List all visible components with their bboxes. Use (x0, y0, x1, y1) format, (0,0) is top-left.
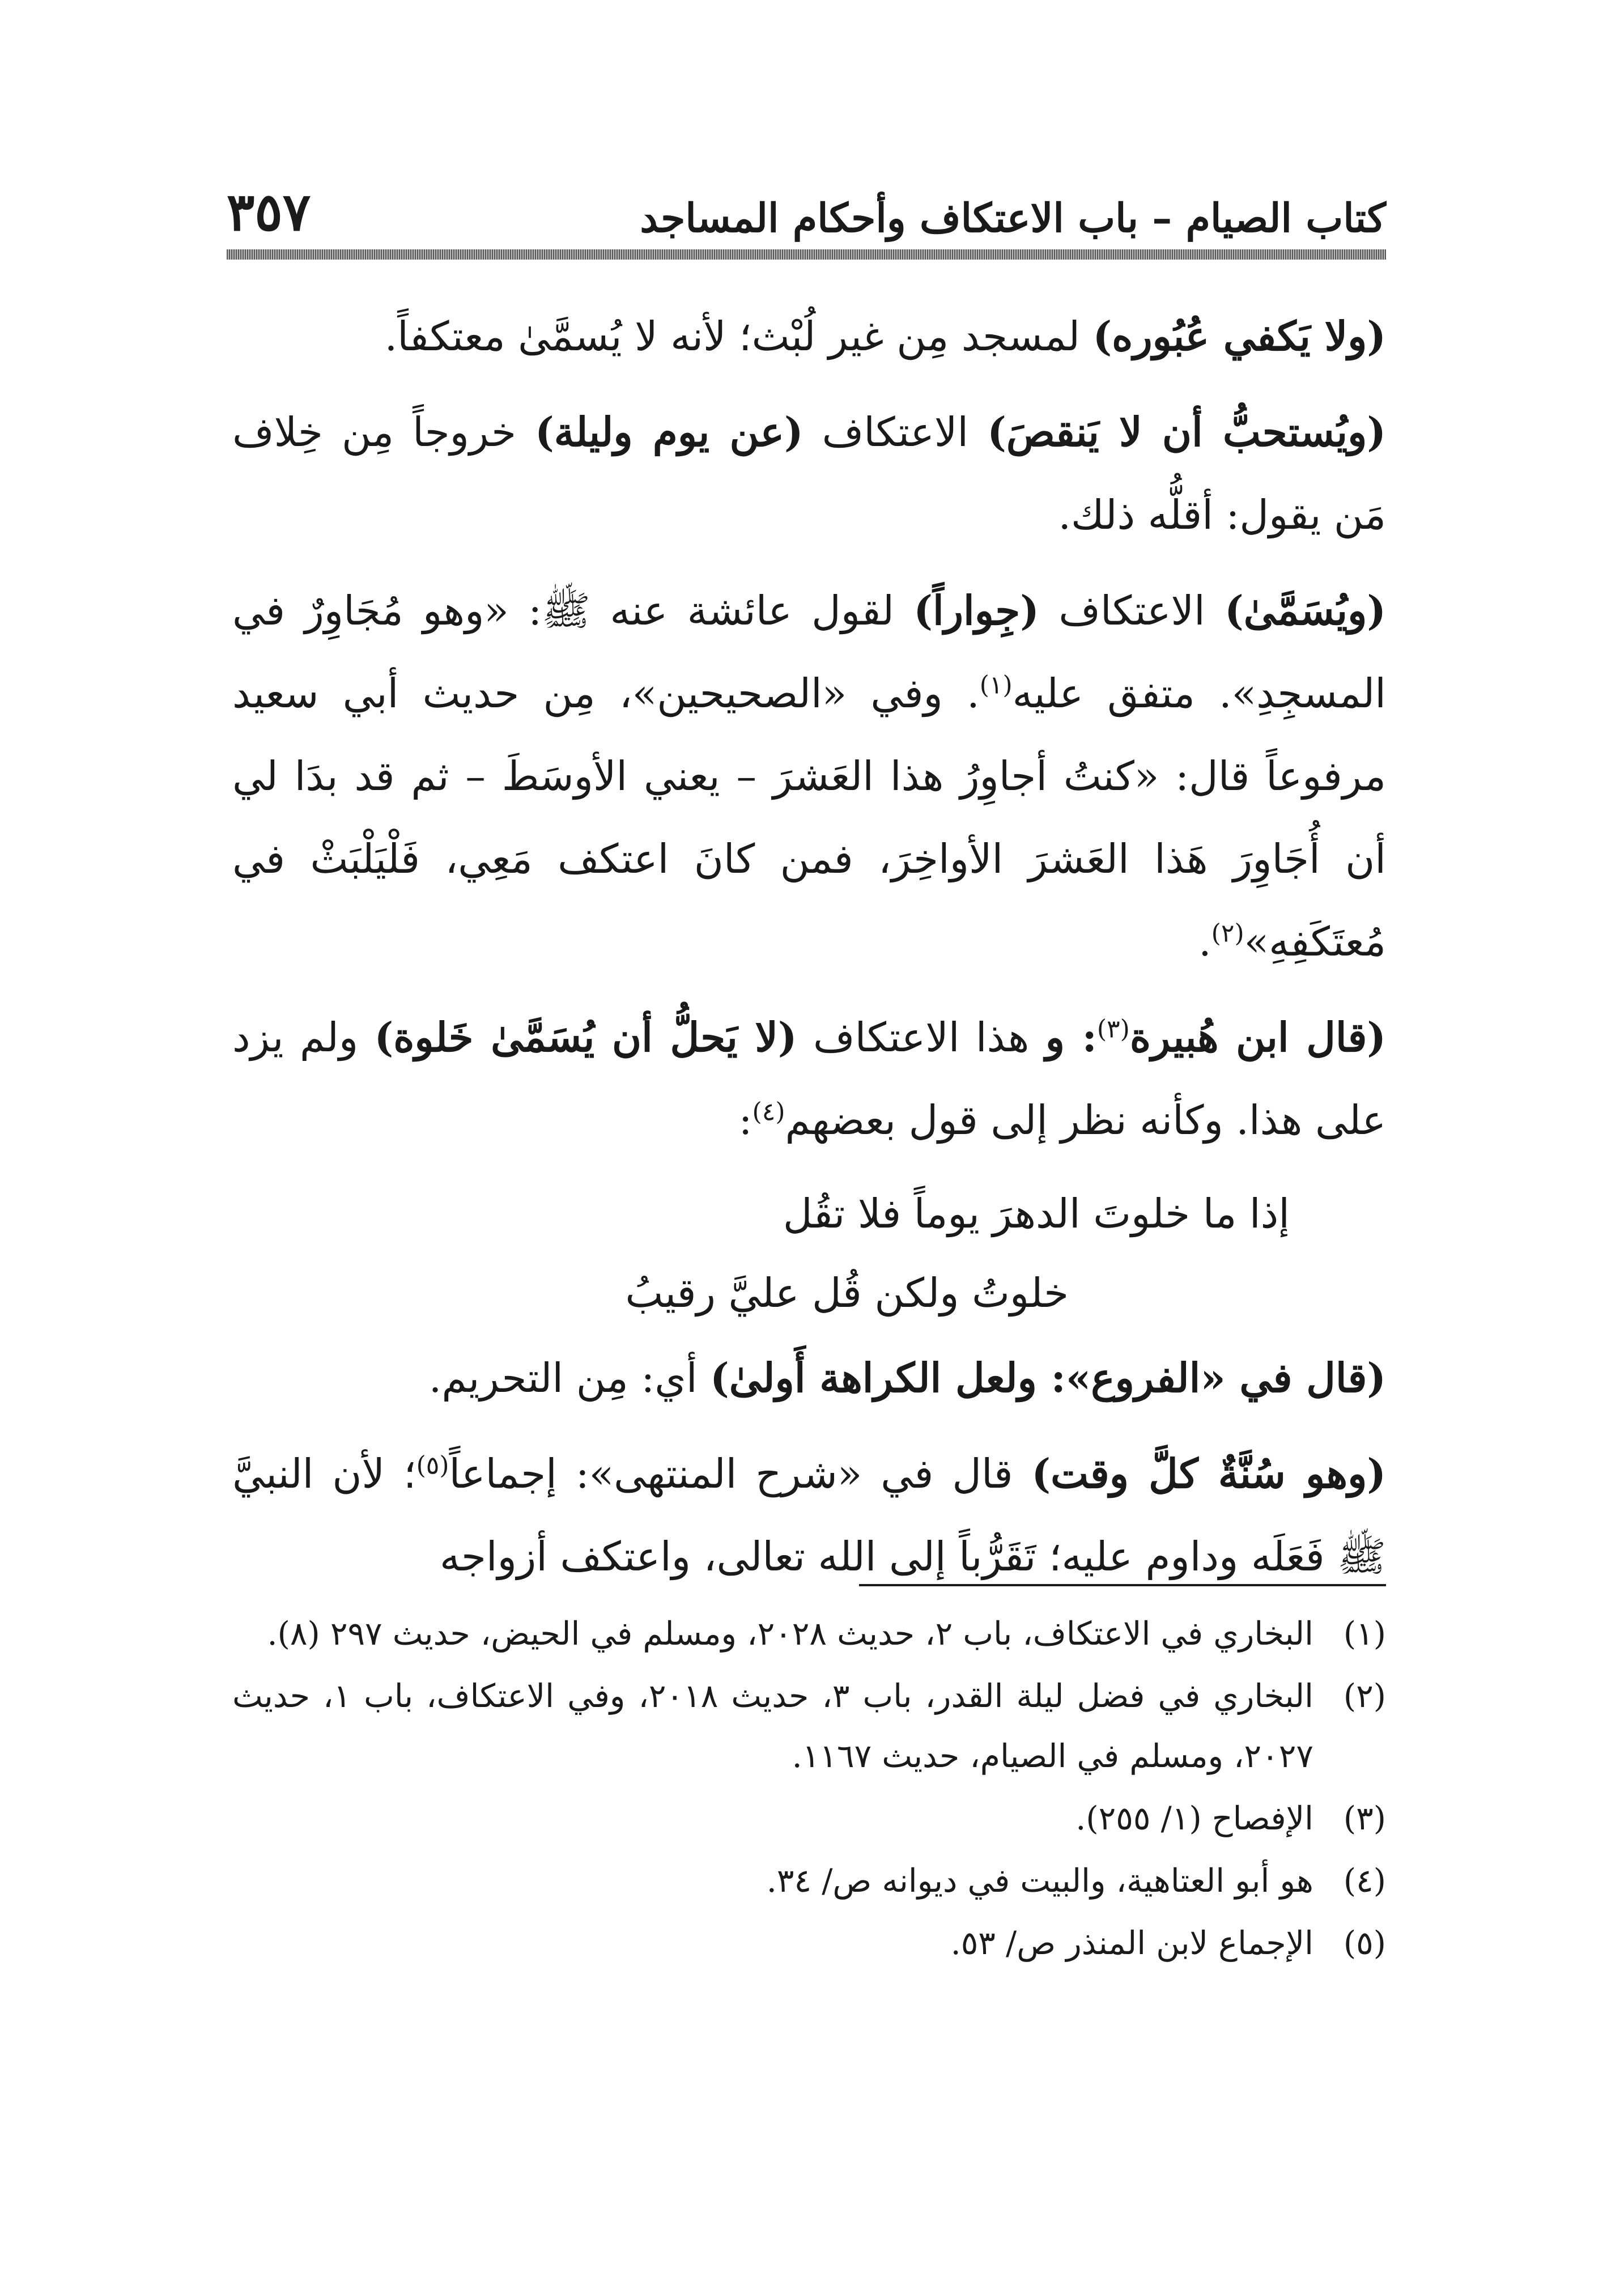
poem (232, 1174, 1386, 1333)
paragraph-text: هذا الاعتكاف (797, 1014, 1045, 1061)
bold-lemma: : و (1045, 1013, 1097, 1061)
paragraph-2 (232, 390, 1386, 557)
footnote-4 (232, 1851, 1386, 1911)
bold-lemma: (قال ابن هُبيرة (1129, 1013, 1386, 1061)
paragraph-text: ؛ لأن النبيَّ ﷺ فَعَلَه وداوم عليه؛ تَقَرُّباً إلى الله تعالى، واعتكف أزواجه (232, 1450, 1386, 1580)
footnote-text: الإفصاح (١/ ٢٥٥). (1075, 1800, 1313, 1837)
paragraph-text: لقول عائشة عنه ﷺ: «وهو مُجَاوِرٌ في المسجِدِ». متفق عليه (232, 587, 1387, 717)
paragraph-text: أي: مِن التحريم. (428, 1354, 711, 1402)
poem-verse-2: خلوتُ ولكن قُل عليَّ رقيبُ (625, 1269, 1069, 1317)
footnote-2 (232, 1666, 1386, 1786)
footnote-text: هو أبو العتاهية، والبيت في ديوانه ص/ ٣٤. (766, 1862, 1313, 1900)
footnotes (232, 1604, 1386, 1976)
bold-lemma: (لا يَحلُّ أن يُسَمَّىٰ خَلوة) (374, 1013, 797, 1061)
paragraph-6 (232, 1432, 1386, 1598)
paragraph-text: ولم يزد على هذا. وكأنه نظر إلى قول بعضهم (232, 1014, 1386, 1144)
bold-lemma: (ويُسَمَّىٰ) (1225, 587, 1386, 634)
bold-lemma: (ويُستحبُّ أن لا يَنقصَ) (987, 408, 1386, 456)
paragraph-text: : (738, 1097, 753, 1144)
paragraph-1 (232, 295, 1386, 378)
paragraph-text: الاعتكاف (1039, 587, 1225, 634)
paragraph-5 (232, 1336, 1386, 1420)
footnote-separator (859, 1584, 1386, 1586)
footnote-number: (٥) (1343, 1925, 1386, 1962)
paragraph-4 (232, 996, 1386, 1162)
bold-lemma: (جِواراً) (913, 587, 1039, 634)
footnote-ref[interactable]: (٥) (416, 1451, 449, 1480)
footnote-number: (١) (1343, 1615, 1386, 1653)
footnote-5 (232, 1913, 1386, 1973)
footnote-number: (٣) (1343, 1800, 1386, 1837)
paragraph-text: قال في «شرح المنتهى»: إجماعاً (449, 1450, 1032, 1497)
footnote-ref[interactable]: (٤) (752, 1097, 785, 1127)
bold-lemma: (قال في «الفروع»: ولعل الكراهة أَولىٰ) (710, 1354, 1386, 1402)
footnote-text: البخاري في فضل ليلة القدر، باب ٣، حديث ٢٠١٨، وفي الاعتكاف، باب ١، حديث ٢٠٢٧، ومسلم في الصيام، حديث ١١٦٧. (232, 1678, 1313, 1775)
footnote-text: الإجماع لابن المنذر ص/ ٥٣. (950, 1925, 1313, 1962)
running-title: كتاب الصيام – باب الاعتكاف وأحكام المساجد (640, 194, 1386, 241)
main-text (232, 295, 1386, 1611)
footnote-ref[interactable]: (١) (979, 670, 1013, 700)
bold-lemma: (وهو سُنَّةٌ كلَّ وقت) (1031, 1450, 1386, 1497)
paragraph-text: . (1198, 918, 1211, 965)
footnote-ref[interactable]: (٢) (1211, 919, 1244, 948)
footnote-ref[interactable]: (٣) (1096, 1014, 1130, 1044)
header-rule (227, 249, 1386, 260)
bold-lemma: (ولا يَكفي عُبُوره) (1092, 312, 1386, 360)
paragraph-text: لمسجد مِن غير لُبْث؛ لأنه لا يُسمَّىٰ معتكفاً. (384, 313, 1093, 360)
footnote-1 (232, 1604, 1386, 1664)
paragraph-text: . وفي «الصحيحين»، مِن حديث أبي سعيد مرفوعاً قال: «كنتُ أجاوِرُ هذا العَشرَ – يعني الأوسَطَ – ثم قد بدَا لي أن أُجَاوِرَ هَذا العَشرَ الأواخِرَ، فمن كانَ اعتكف مَعِي، فَلْيَلْبَثْ في مُعتَكَفِهِ» (232, 670, 1386, 965)
paragraph-text: الاعتكاف (803, 409, 988, 456)
page-number: ٣٥٧ (227, 181, 311, 243)
footnote-3 (232, 1789, 1386, 1849)
footnote-number: (٢) (1343, 1678, 1386, 1715)
paragraph-3 (232, 569, 1386, 983)
footnote-text: البخاري في الاعتكاف، باب ٢، حديث ٢٠٢٨، ومسلم في الحيض، حديث ٢٩٧ (٨). (267, 1615, 1313, 1653)
poem-verse-1: إذا ما خلوتَ الدهرَ يوماً فلا تقُل (783, 1190, 1290, 1237)
footnote-number: (٤) (1343, 1862, 1386, 1900)
page-header (227, 176, 1386, 243)
bold-lemma: (عن يوم وليلة) (535, 408, 804, 456)
paragraph-text: خروجاً مِن خِلاف مَن يقول: أقلُّه ذلك. (232, 409, 1386, 538)
